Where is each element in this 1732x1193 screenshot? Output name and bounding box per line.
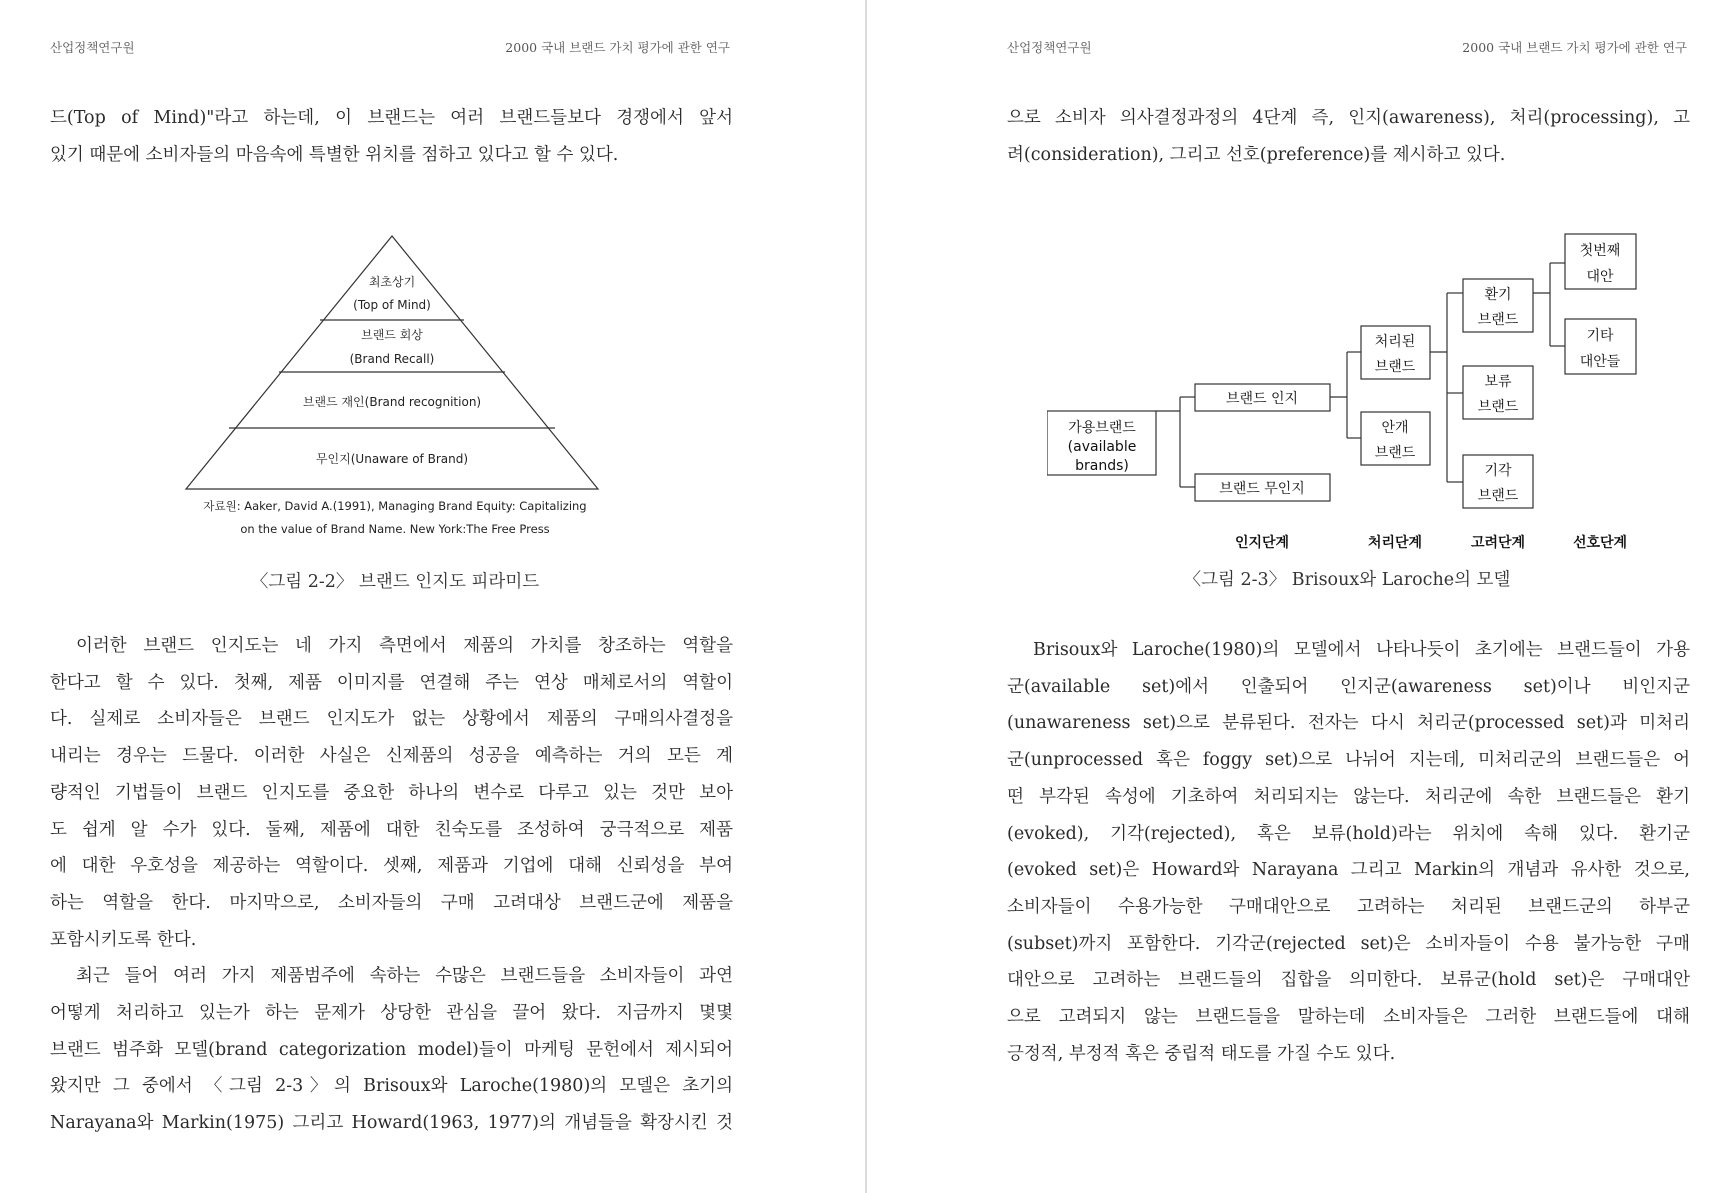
right-page xyxy=(867,0,1732,1193)
foggy-brands-label: 안개 xyxy=(1381,420,1409,436)
text-line: 긍정적, 부정적 혹은 중립적 태도를 가질 수도 있다. xyxy=(1007,1043,1396,1064)
text-line: 어떻게 처리하고 있는가 하는 문제가 상당한 관심을 끌어 왔다. 지금까지 몇몇 xyxy=(50,1003,733,1024)
text-line: 떤 부각된 속성에 기초하여 처리되지는 않는다. 처리군에 속한 브랜드들은 환기 xyxy=(1007,786,1690,807)
text-line: 있기 때문에 소비자들의 마음속에 특별한 위치를 점하고 있다고 할 수 있다. xyxy=(50,144,619,165)
text-line: 도 쉽게 알 수가 있다. 둘째, 제품에 대한 친숙도를 조성하여 궁극적으로 제품 xyxy=(50,819,733,840)
text-line: 군(unprocessed 혹은 foggy set)으로 나뉘어 지는데, 미처리군의 브랜드들은 어 xyxy=(1007,750,1690,771)
hold-brands-label: 보류 xyxy=(1484,374,1512,390)
text-line: 드(Top of Mind)"라고 하는데, 이 브랜드는 여러 브랜드들보다 경쟁에서 앞서 xyxy=(50,108,733,128)
text-line: 왔지만 그 중에서 〈그림 2-3〉의 Brisoux와 Laroche(1980)의 모델은 초기의 xyxy=(50,1076,733,1097)
text-line: (evoked set)은 Howard와 Narayana 그리고 Markin의 개념과 유사한 것으로, xyxy=(1007,860,1690,881)
text-line: 하는 역할을 한다. 마지막으로, 소비자들의 구매 고려대상 브랜드군에 제품을 xyxy=(50,892,733,913)
text-line: 이러한 브랜드 인지도는 네 가지 측면에서 제품의 가치를 창조하는 역할을 xyxy=(76,636,733,656)
available-brands-label: 가용브랜드 xyxy=(1068,420,1136,436)
text-line: 포함시키도록 한다. xyxy=(50,929,197,950)
stage-preference-label: 선호단계 xyxy=(1572,535,1628,551)
foggy-brands-label: 브랜드 xyxy=(1374,445,1416,461)
right-body-paragraph xyxy=(1007,632,1690,1072)
pyramid-source xyxy=(180,495,610,541)
text-line: 소비자들이 수용가능한 구매대안으로 고려하는 처리된 브랜드군의 하부군 xyxy=(1007,896,1690,917)
pyramid-tier4-label: 무인지(Unaware of Brand) xyxy=(315,452,469,466)
other-alternatives-label: 기타 xyxy=(1586,328,1614,344)
rejected-brands-label: 브랜드 xyxy=(1477,488,1519,504)
pyramid-tier1-sub: (Top of Mind) xyxy=(353,298,431,312)
text-line: 으로 고려되지 않는 브랜드들을 말하는데 소비자들은 그러한 브랜드들에 대해 xyxy=(1007,1007,1690,1028)
text-line: 브랜드 범주화 모델(brand categorization model)들이 마케팅 문헌에서 제시되어 xyxy=(50,1039,733,1060)
stage-consideration-label: 고려단계 xyxy=(1470,535,1526,551)
text-line: 군(available set)에서 인출되어 인지군(awareness set)이나 비인지군 xyxy=(1007,676,1690,697)
first-alternative-label: 대안 xyxy=(1586,269,1614,285)
available-brands-label: brands) xyxy=(1075,458,1129,474)
pyramid-tier3-label: 브랜드 재인(Brand recognition) xyxy=(302,395,482,409)
brand-unawareness-label: 브랜드 무인지 xyxy=(1219,481,1305,497)
text-line: 으로 소비자 의사결정과정의 4단계 즉, 인지(awareness), 처리(processing), 고 xyxy=(1007,108,1690,128)
rejected-brands-label: 기각 xyxy=(1484,463,1512,479)
source-line: 자료원: Aaker, David A.(1991), Managing Brand Equity: Capitalizing xyxy=(203,499,587,513)
right-header-title: 2000 국내 브랜드 가치 평가에 관한 연구 xyxy=(1462,40,1687,55)
left-header-title: 2000 국내 브랜드 가치 평가에 관한 연구 xyxy=(505,40,730,55)
hold-brands-label: 브랜드 xyxy=(1477,399,1519,415)
text-line: 량적인 기법들이 브랜드 인지도를 중요한 하나의 변수로 다루고 있는 것만 보아 xyxy=(50,782,733,803)
stage-processing-label: 처리단계 xyxy=(1367,535,1423,551)
left-intro-paragraph xyxy=(50,100,733,173)
processed-brands-label: 처리된 xyxy=(1374,334,1416,350)
brand-awareness-label: 브랜드 인지 xyxy=(1225,391,1299,407)
text-line: (evoked), 기각(rejected), 혹은 보류(hold)라는 위치에 속해 있다. 환기군 xyxy=(1007,823,1690,844)
right-header-institute: 산업정책연구원 xyxy=(1007,40,1092,55)
text-line: 최근 들어 여러 가지 제품범주에 속하는 수많은 브랜드들을 소비자들이 과연 xyxy=(76,966,733,987)
text-line: 려(consideration), 그리고 선호(preference)를 제시하고 있다. xyxy=(1007,144,1506,165)
text-line: 한다고 할 수 있다. 첫째, 제품 이미지를 연결해 주는 연상 매체로서의 역할이 xyxy=(50,672,733,693)
pyramid-tier2-label: 브랜드 회상 xyxy=(361,328,423,342)
pyramid-tier2-sub: (Brand Recall) xyxy=(349,352,435,366)
text-line: Brisoux와 Laroche(1980)의 모델에서 나타나듯이 초기에는 브랜드들이 가용 xyxy=(1033,640,1690,660)
stage-awareness-label: 인지단계 xyxy=(1234,535,1290,551)
left-page xyxy=(0,0,865,1193)
evoked-brands-label: 환기 xyxy=(1484,287,1512,303)
text-line: 에 대한 우호성을 제공하는 역할이다. 셋째, 제품과 기업에 대해 신뢰성을 부여 xyxy=(50,856,733,877)
left-body-paragraph xyxy=(50,628,733,1142)
pyramid-tier1-label: 최초상기 xyxy=(368,275,416,289)
figure-2-2-caption: 〈그림 2-2〉 브랜드 인지도 피라미드 xyxy=(250,572,540,592)
text-line: 다. 실제로 소비자들은 브랜드 인지도가 없는 상황에서 제품의 구매의사결정을 xyxy=(50,709,733,730)
processed-brands-label: 브랜드 xyxy=(1374,359,1416,375)
text-line: Narayana와 Markin(1975) 그리고 Howard(1963, 1977)의 개념들을 확장시킨 것 xyxy=(50,1113,733,1134)
left-header-institute: 산업정책연구원 xyxy=(50,40,135,55)
text-line: (unawareness set)으로 분류된다. 전자는 다시 처리군(processed set)과 미처리 xyxy=(1007,713,1690,734)
text-line: (subset)까지 포함한다. 기각군(rejected set)은 소비자들이 수용 불가능한 구매 xyxy=(1007,933,1690,954)
figure-2-3-caption: 〈그림 2-3〉 Brisoux와 Laroche의 모델 xyxy=(1183,570,1511,590)
other-alternatives-label: 대안들 xyxy=(1579,354,1621,370)
text-line: 내리는 경우는 드물다. 이러한 사실은 신제품의 성공을 예측하는 거의 모든 계 xyxy=(50,746,733,767)
first-alternative-label: 첫번째 xyxy=(1579,243,1621,259)
brand-awareness-pyramid xyxy=(180,230,610,495)
evoked-brands-label: 브랜드 xyxy=(1477,312,1519,328)
right-intro-paragraph xyxy=(1007,100,1690,173)
brisoux-laroche-model-diagram xyxy=(1047,225,1647,565)
available-brands-label: (available xyxy=(1067,439,1137,455)
text-line: 대안으로 고려하는 브랜드들의 집합을 의미한다. 보류군(hold set)은 구매대안 xyxy=(1007,970,1690,991)
source-line: on the value of Brand Name. New York:The Free Press xyxy=(240,522,550,536)
